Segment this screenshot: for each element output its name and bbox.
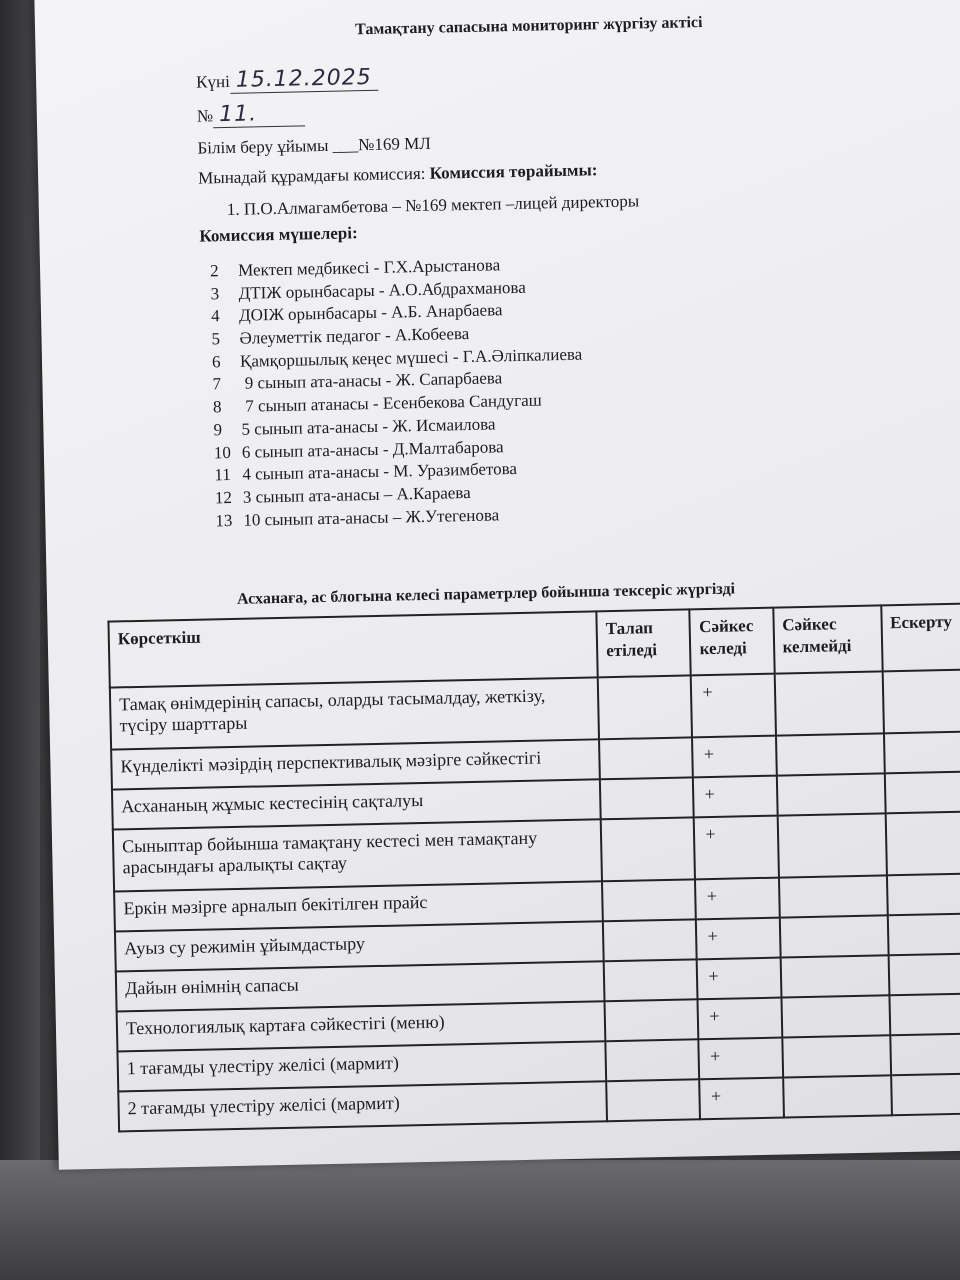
member-item: 8 7 сынып атанасы - Есенбекова Сандугаш [212, 390, 542, 417]
commission-intro: Мынадай құрамдағы комиссия: [197, 163, 426, 188]
background-left [0, 0, 40, 1280]
school-field: Білім беру ұйымы ___№169 МЛ [197, 133, 431, 158]
noncompliant-cell [783, 1075, 892, 1117]
header-required: Талап етіледі [596, 609, 691, 677]
member-item: 12 3 сынып ата-анасы – А.Караева [214, 482, 471, 508]
indicator-cell: 1 тағамды үлестіру желісі (мармит) [117, 1041, 606, 1091]
indicator-cell: Ауыз су режимін ұйымдастыру [115, 921, 604, 971]
inspection-table [107, 602, 960, 1132]
note-cell [891, 1073, 960, 1115]
indicator-cell: Технологиялық картаға сәйкестігі (меню) [117, 1001, 606, 1051]
header-compliant: Сәйкес келеді [690, 608, 774, 676]
number-label: № [196, 106, 214, 126]
header-note: Ескерту [881, 603, 960, 671]
required-cell [604, 959, 698, 1001]
compliant-cell: + [695, 878, 779, 920]
required-cell [599, 737, 693, 779]
indicator-cell: Еркін мәзірге арналып бекітілген прайс [114, 881, 603, 931]
number-value: 11. [213, 100, 306, 128]
commission-line [198, 160, 598, 188]
noncompliant-cell [779, 915, 888, 957]
members-heading: Комиссия мүшелері: [199, 223, 358, 246]
header-indicator: Көрсеткіш [108, 611, 597, 687]
note-cell [886, 873, 960, 915]
required-cell [605, 1039, 699, 1081]
indicator-cell: Дайын өнімнің сапасы [116, 961, 605, 1011]
note-cell [890, 1033, 960, 1075]
indicator-cell: Тамақ өнімдерінің сапасы, оларды тасымалдау, жеткізу, түсіру шарттары [110, 677, 599, 749]
member-item: 2 Мектеп медбикесі - Г.Х.Арыстанова [209, 255, 501, 281]
member-item: 13 10 сынып ата-анасы – Ж.Утегенова [215, 504, 500, 530]
compliant-cell: + [691, 674, 775, 738]
noncompliant-cell [782, 1035, 891, 1077]
section-title: Асханаға, ас блогына келесі параметрлер бойынша тексеріс жүргізді [236, 580, 736, 608]
member-item: 5 Әлеуметтік педагог - А.Кобеева [211, 324, 470, 349]
member-item: 10 6 сынып ата-анасы - Д.Малтабарова [213, 436, 504, 462]
noncompliant-cell [774, 671, 883, 735]
required-cell [606, 1079, 700, 1121]
noncompliant-cell [777, 813, 886, 877]
compliant-cell: + [692, 736, 776, 778]
member-item: 7 9 сынып ата-анасы - Ж. Сапарбаева [212, 368, 503, 394]
chair-heading: Комиссия төрайымы: [429, 160, 598, 183]
compliant-cell: + [698, 998, 782, 1040]
compliant-cell: + [697, 958, 781, 1000]
indicator-cell: Сыныптар бойынша тамақтану кестесі мен тамақтану арасындағы аралықты сақтау [113, 819, 602, 891]
compliant-cell: + [694, 816, 778, 880]
indicator-cell: Күнделікті мәзірдің перспективалық мәзірге сәйкестігі [111, 739, 600, 789]
note-cell [885, 811, 960, 875]
compliant-cell: + [700, 1078, 784, 1120]
paper-sheet [34, 0, 960, 1170]
note-cell [889, 993, 960, 1035]
date-field [196, 65, 378, 95]
header-noncompliant: Сәйкес келмейді [773, 605, 882, 673]
required-cell [600, 777, 694, 819]
compliant-cell: + [699, 1038, 783, 1080]
compliant-cell: + [693, 776, 777, 818]
note-cell [883, 731, 960, 773]
noncompliant-cell [776, 773, 885, 815]
member-item: 9 5 сынып ата-анасы - Ж. Исмаилова [213, 414, 496, 440]
member-item: 3 ДТІЖ орынбасары - А.О.Абдрахманова [210, 277, 526, 304]
note-cell [888, 953, 960, 995]
background-bottom [0, 1160, 960, 1280]
required-cell [602, 879, 696, 921]
note-cell [882, 669, 960, 733]
member-item: 4 ДОІЖ орынбасары - А.Б. Анарбаева [210, 300, 503, 326]
indicator-cell: Асхананың жұмыс кестесінің сақталуы [112, 779, 601, 829]
indicator-cell: 2 тағамды үлестіру желісі (мармит) [118, 1081, 607, 1131]
member-item: 6 Қамқоршылық кеңес мүшесі - Г.А.Әліпкалиева [211, 344, 583, 372]
required-cell [598, 675, 693, 739]
compliant-cell: + [696, 918, 780, 960]
required-cell [601, 817, 696, 881]
noncompliant-cell [776, 733, 885, 775]
noncompliant-cell [781, 995, 890, 1037]
document-title: Тамақтану сапасына мониторинг жүргізу актісі [354, 14, 703, 39]
number-field [197, 100, 306, 128]
note-cell [887, 913, 960, 955]
required-cell [605, 999, 699, 1041]
note-cell [884, 771, 960, 813]
noncompliant-cell [779, 875, 888, 917]
document-content [55, 1, 955, 1119]
required-cell [603, 919, 697, 961]
members-list [210, 254, 586, 534]
date-label: Күні [195, 71, 231, 92]
chair-line: 1. П.О.Алмагамбетова – №169 мектеп –лицей директоры [226, 191, 640, 220]
date-value: 15.12.2025 [230, 65, 378, 94]
noncompliant-cell [780, 955, 889, 997]
member-item: 11 4 сынып ата-анасы - М. Уразимбетова [214, 459, 518, 485]
